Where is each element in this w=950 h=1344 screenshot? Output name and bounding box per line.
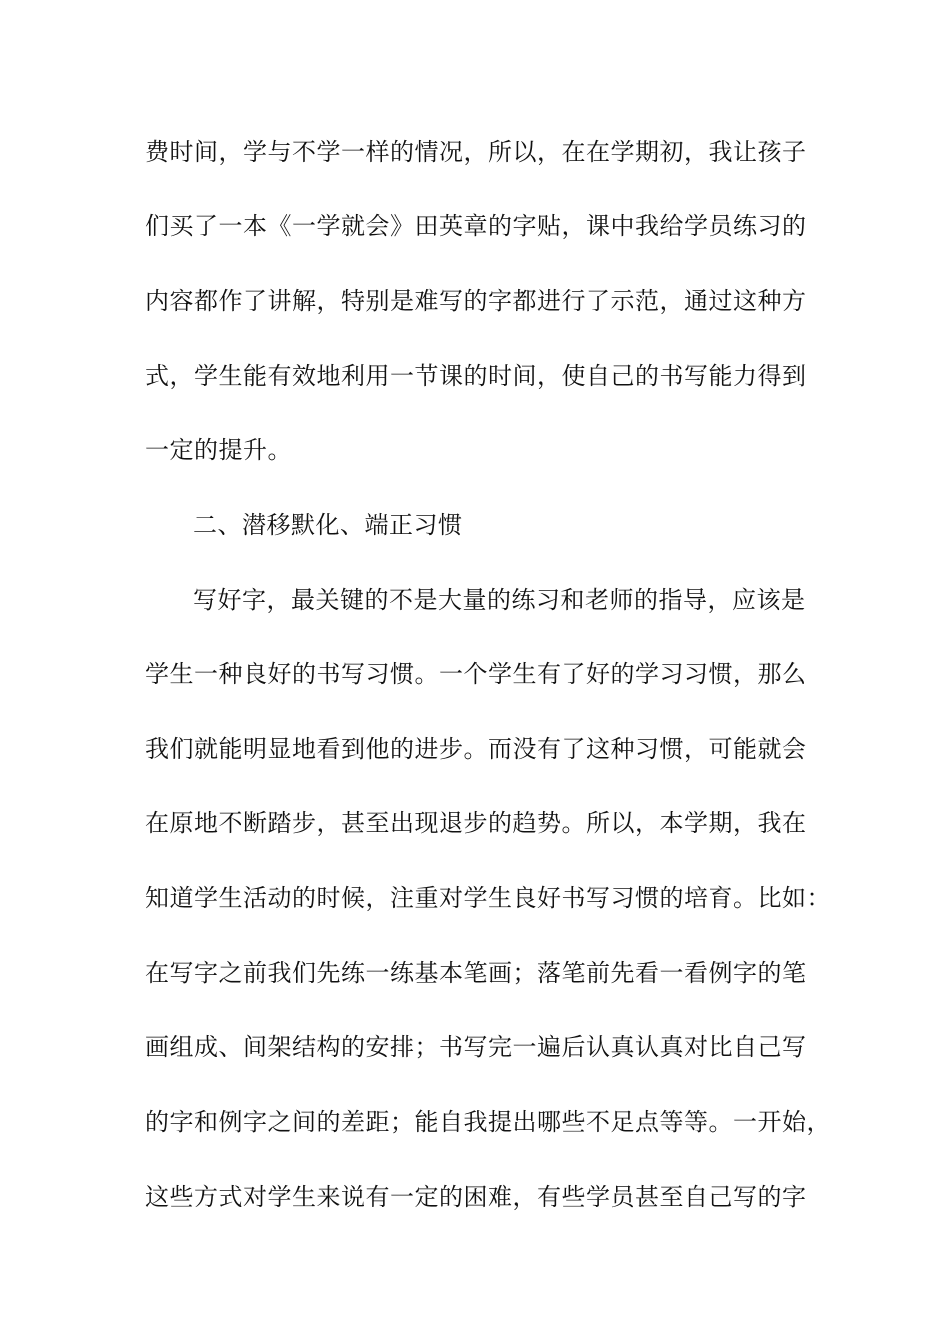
paragraph-line: 们买了一本《一学就会》田英章的字贴，课中我给学员练习的: [145, 212, 807, 240]
paragraph-line: 我们就能明显地看到他的进步。而没有了这种习惯，可能就会: [145, 735, 807, 763]
paragraph-line: 画组成、间架结构的安排；书写完一遍后认真认真对比自己写: [145, 1033, 807, 1061]
paragraph-line: 知道学生活动的时候，注重对学生良好书写习惯的培育。比如：: [145, 884, 831, 912]
paragraph-line: 式，学生能有效地利用一节课的时间，使自己的书写能力得到: [145, 362, 807, 390]
paragraph-line: 在原地不断踏步，甚至出现退步的趋势。所以，本学期，我在: [145, 809, 807, 837]
paragraph-line: 学生一种良好的书写习惯。一个学生有了好的学习习惯，那么: [145, 660, 807, 688]
paragraph-line: 的字和例字之间的差距；能自我提出哪些不足点等等。一开始，: [145, 1108, 831, 1136]
paragraph-line: 内容都作了讲解，特别是难写的字都进行了示范，通过这种方: [145, 287, 807, 315]
paragraph-line: 费时间，学与不学一样的情况，所以，在在学期初，我让孩子: [145, 138, 807, 166]
paragraph-line: 一定的提升。: [145, 436, 292, 464]
paragraph-line: 在写字之前我们先练一练基本笔画；落笔前先看一看例字的笔: [145, 959, 807, 987]
section-heading: 二、潜移默化、端正习惯: [193, 511, 463, 539]
paragraph-line: 这些方式对学生来说有一定的困难，有些学员甚至自己写的字: [145, 1183, 807, 1211]
paragraph-line: 写好字，最关键的不是大量的练习和老师的指导，应该是: [193, 586, 806, 614]
